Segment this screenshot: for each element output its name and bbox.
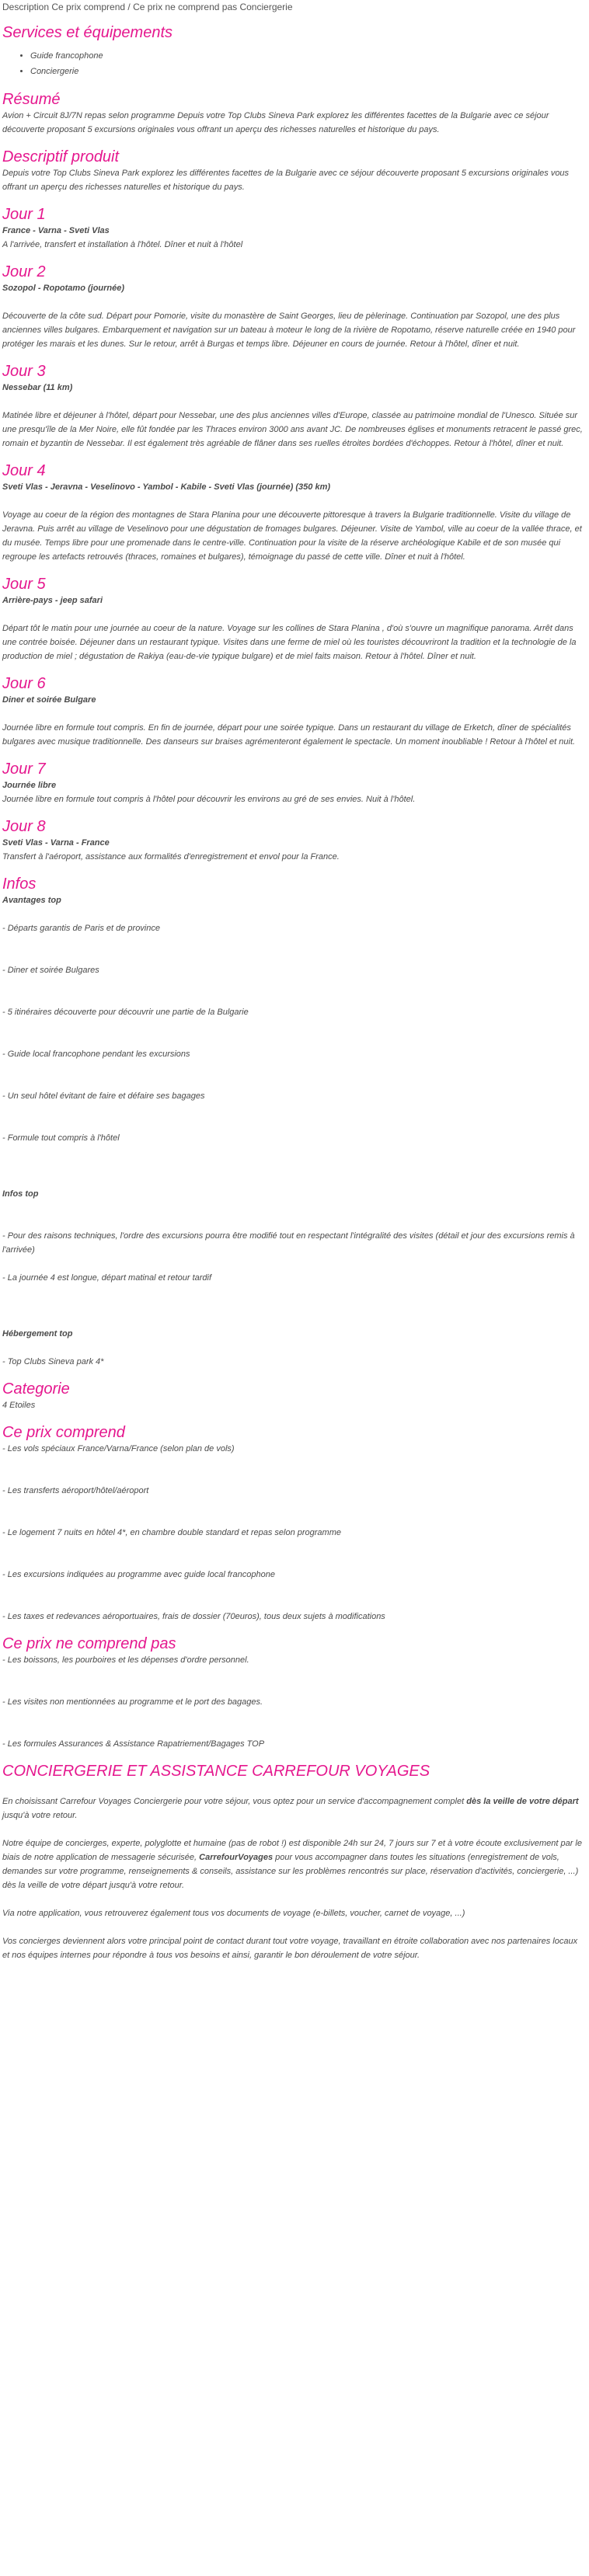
hebergement-title: Hébergement top [2, 1329, 73, 1338]
conciergerie-p2-bold: CarrefourVoyages [199, 1853, 274, 1862]
day-subtitle: Nessebar (11 km) [2, 383, 73, 392]
day-title: Jour 6 [2, 675, 46, 692]
services-list [2, 48, 587, 79]
categorie-value: 4 Etoiles [2, 1401, 36, 1410]
day-title: Jour 2 [2, 263, 46, 280]
day-text: Matinée libre et déjeuner à l'hôtel, départ pour Nessebar, une des plus anciennes villes d'Europe, classée au patrimoine mondial de l'Unesco. Située sur une presqu'île de la Mer Noire, elle fût fondée par les Thraces environ 3000 ans avant JC. De nombreuses églises et monuments retracent le passé grec, romain et byzantin de Nessebar. Il est également très agréable de flâner dans ses ruelles étroites bordées d'échoppes. Retour à l'hôtel, dîner et nuit. [2, 411, 583, 448]
avantage-item: - Guide local francophone pendant les excursions [2, 1050, 190, 1059]
infos-title: Infos [2, 875, 37, 893]
conciergerie-p3: Via notre application, vous retrouverez également tous vos documents de voyage (e-billets, voucher, carnet de voyage, ...) [2, 1909, 465, 1918]
day-4 [2, 461, 587, 564]
day-text: A l'arrivée, transfert et installation à l'hôtel. Dîner et nuit à l'hôtel [2, 240, 243, 249]
ne-comprend-item: - Les boissons, les pourboires et les dépenses d'ordre personnel. [2, 1655, 249, 1665]
day-title: Jour 1 [2, 206, 46, 223]
descriptif-title: Descriptif produit [2, 148, 120, 165]
categorie-section [2, 1380, 587, 1412]
day-title: Jour 8 [2, 818, 46, 835]
hebergement-item: - Top Clubs Sineva park 4* [2, 1357, 104, 1366]
day-title: Jour 3 [2, 363, 46, 380]
infos-top-item: - Pour des raisons techniques, l'ordre des excursions pourra être modifié tout en respectant l'intégralité des visites (détail et jour des excursions remis à l'arrivée) [2, 1231, 575, 1255]
day-subtitle: Sozopol - Ropotamo (journée) [2, 284, 125, 293]
day-text: Journée libre en formule tout compris à l'hôtel pour découvrir les environs au gré de ses envies. Nuit à l'hôtel. [2, 795, 416, 804]
infos-section [2, 875, 587, 1369]
day-text: Découverte de la côte sud. Départ pour Pomorie, visite du monastère de Saint Georges, lieu de pèlerinage. Continuation par Sozopol, une des plus anciennes villes bulgares. Embarquement et navigation sur un bateau à moteur le long de la rivière de Ropotamo, réserve naturelle créée en 1940 pour protéger les marais et les dunes. Sur le retour, arrêt à Burgas et temps libre. Déjeuner en cours de journée. Retour à l'hôtel, dîner et nuit. [2, 312, 576, 349]
comprend-section [2, 1423, 587, 1624]
day-5 [2, 575, 587, 663]
description-tabs: Description Ce prix comprend / Ce prix ne comprend pas Conciergerie [2, 2, 293, 12]
conciergerie-p2-end: pour vous accompagner dans toutes les situations (enregistrement de vols, demandes sur votre programme, renseignements & conseils, assistance sur les problèmes rencontrés sur place, réservation d'activités, conciergerie, ...) dès la veille de votre départ jusqu'à votre retour. [2, 1853, 579, 1890]
conciergerie-p2 [2, 1836, 587, 1892]
ne-comprend-item: - Les formules Assurances & Assistance Rapatriement/Bagages TOP [2, 1739, 265, 1749]
comprend-item: - Les vols spéciaux France/Varna/France (selon plan de vols) [2, 1444, 235, 1453]
day-title: Jour 4 [2, 462, 46, 479]
avantage-item: - Départs garantis de Paris et de province [2, 924, 160, 933]
avantage-item: - Un seul hôtel évitant de faire et défaire ses bagages [2, 1091, 205, 1101]
avantage-item: - Formule tout compris à l'hôtel [2, 1133, 120, 1143]
conciergerie-p1-bold: dès la veille de votre départ [466, 1797, 579, 1806]
day-text: Transfert à l'aéroport, assistance aux formalités d'enregistrement et envol pour la France. [2, 852, 340, 862]
services-item: • Conciergerie [30, 64, 587, 79]
conciergerie-p2-text: Notre équipe de concierges, experte, polyglotte et humaine (pas de robot !) est disponible 24h sur 24, 7 jours sur 7 et à votre écoute exclusivement par le biais de notre application de messagerie sécurisée, [2, 1839, 582, 1862]
day-subtitle: Diner et soirée Bulgare [2, 695, 96, 705]
ne-comprend-item: - Les visites non mentionnées au programme et le port des bagages. [2, 1697, 263, 1707]
day-1 [2, 205, 587, 252]
conciergerie-title: CONCIERGERIE ET ASSISTANCE CARREFOUR VOYAGES [2, 1763, 430, 1780]
day-title: Jour 7 [2, 761, 46, 778]
comprend-item: - Les excursions indiquées au programme avec guide local francophone [2, 1570, 275, 1579]
day-subtitle: Arrière-pays - jeep safari [2, 596, 103, 605]
day-6 [2, 674, 587, 749]
services-title: Services et équipements [2, 24, 173, 41]
conciergerie-p4: Vos concierges deviennent alors votre principal point de contact durant tout votre voyage, travaillant en étroite collaboration avec nos partenaires locaux et nos équipes internes pour répondre à tous vos besoins et ainsi, garantir le bon déroulement de votre séjour. [2, 1937, 578, 1960]
day-subtitle: France - Varna - Sveti Vlas [2, 226, 110, 235]
day-subtitle: Sveti Vlas - Varna - France [2, 838, 110, 848]
day-text: Départ tôt le matin pour une journée au coeur de la nature. Voyage sur les collines de Stara Planina , d'où s'ouvre un magnifique panorama. Arrêt dans une contrée boisée. Déjeuner dans un restaurant typique. Visites dans une ferme de miel où les touristes découvriront la tradition et la technologie de la production de miel ; dégustation de Rakiya (eau-de-vie typique bulgare) et de miel faits maison. Retour à l'hôtel. Dîner et nuit. [2, 624, 577, 661]
resume-title: Résumé [2, 91, 61, 108]
day-text: Voyage au coeur de la région des montagnes de Stara Planina pour une découverte pittoresque à travers la Bulgarie traditionnelle. Visite du village de Jeravna. Puis arrêt au village de Veselinovo pour une dégustation de fromages bulgares. Déjeuner. Visite de Yambol, ville au coeur de la vallée thrace, et du musée. Temps libre pour une promenade dans le centre-ville. Continuation pour la visite de la réserve archéologique Kabile et de son musée qui regroupe les artefacts retrouvés (thraces, romaines et bulgares), témoignage du passé de cette ville. Dîner et nuit à l'hôtel. [2, 510, 582, 562]
day-subtitle: Sveti Vlas - Jeravna - Veselinovo - Yambol - Kabile - Sveti Vlas (journée) (350 km) [2, 482, 331, 492]
descriptif-text: Depuis votre Top Clubs Sineva Park explorez les différentes facettes de la Bulgarie avec ce séjour découverte proposant 5 excursions originales vous offrant un aperçu des richesses naturelles et historique du pays. [2, 169, 570, 192]
day-text: Journée libre en formule tout compris. En fin de journée, départ pour une soirée typique. Dans un restaurant du village de Erketch, dîner de spécialités bulgares avec musique traditionnelle. Des danseurs sur braises agrémenteront également le spectacle. Un moment inoubliable ! Retour à l'hôtel et nuit. [2, 723, 576, 747]
conciergerie-p1-text: En choisissant Carrefour Voyages Conciergerie pour votre séjour, vous optez pour un service d'accompagnement complet [2, 1797, 467, 1806]
comprend-item: - Les taxes et redevances aéroportuaires, frais de dossier (70euros), tous deux sujets à modifications [2, 1612, 385, 1621]
avantage-item: - 5 itinéraires découverte pour découvrir une partie de la Bulgarie [2, 1008, 249, 1017]
comprend-title: Ce prix comprend [2, 1424, 125, 1441]
day-title: Jour 5 [2, 576, 46, 593]
avantages-title: Avantages top [2, 896, 61, 905]
resume-text: Avion + Circuit 8J/7N repas selon programme Depuis votre Top Clubs Sineva Park explorez les différentes facettes de la Bulgarie avec ce séjour découverte proposant 5 excursions originales vous offrant un aperçu des richesses naturelles et historique du pays. [2, 111, 549, 134]
ne-comprend-title: Ce prix ne comprend pas [2, 1635, 176, 1652]
conciergerie-section [2, 1762, 587, 1962]
ne-comprend-section [2, 1634, 587, 1751]
day-3 [2, 362, 587, 451]
services-item: • Guide francophone [30, 48, 587, 64]
categorie-title: Categorie [2, 1380, 70, 1398]
comprend-item: - Le logement 7 nuits en hôtel 4*, en chambre double standard et repas selon programme [2, 1528, 341, 1537]
day-2 [2, 263, 587, 351]
avantage-item: - Diner et soirée Bulgares [2, 966, 99, 975]
day-8 [2, 817, 587, 864]
infos-top-title: Infos top [2, 1189, 39, 1199]
infos-top-item: - La journée 4 est longue, départ matinal et retour tardif [2, 1273, 212, 1283]
conciergerie-p1 [2, 1794, 587, 1822]
day-7 [2, 760, 587, 806]
day-subtitle: Journée libre [2, 781, 57, 790]
conciergerie-p1-end: jusqu'à votre retour. [2, 1811, 78, 1820]
comprend-item: - Les transferts aéroport/hôtel/aéroport [2, 1486, 149, 1495]
